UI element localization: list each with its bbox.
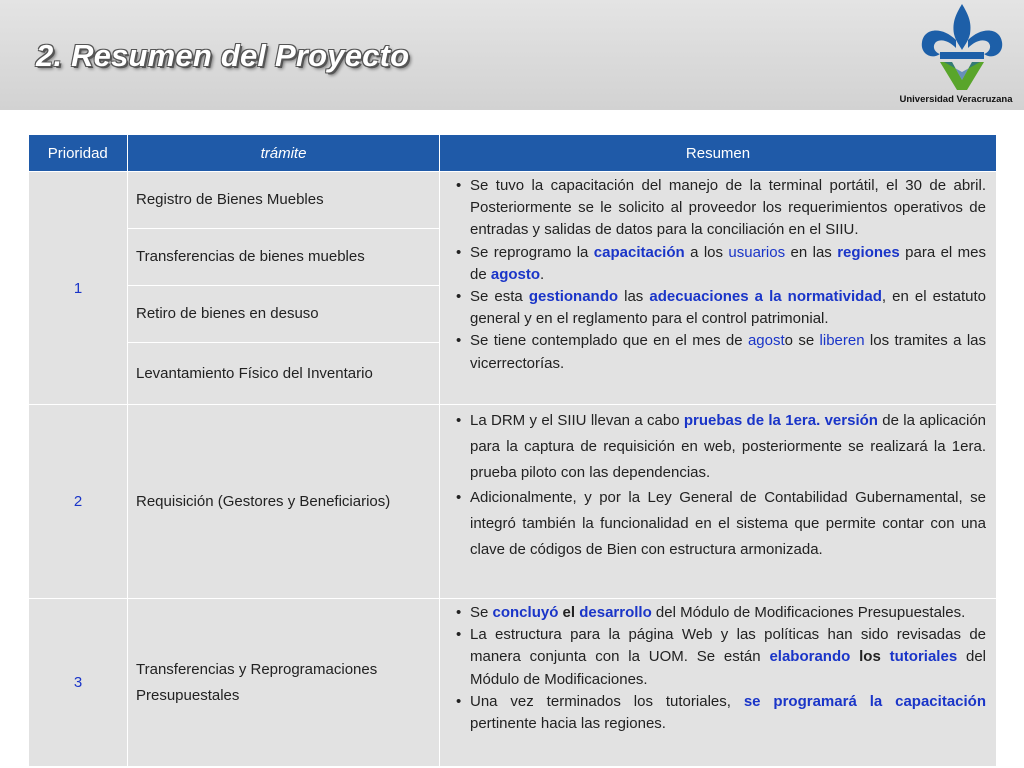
header-prioridad: Prioridad: [29, 135, 128, 172]
summary-bullet: • Se reprogramo la capacitación a los usuarios en las regiones para el mes de agosto.: [448, 242, 986, 286]
fleur-de-lis-icon: [912, 0, 1012, 94]
summary-bullet: • La DRM y el SIIU llevan a cabo pruebas de la 1era. versión de la aplicación para la captura de requisición en web, posteriormente se realizará la 1era. prueba piloto con las dependencias.: [448, 408, 986, 485]
tramite-cell: Transferencias de bienes muebles: [128, 229, 440, 286]
project-summary-table: [28, 135, 997, 767]
tramite-cell: Retiro de bienes en desuso: [128, 286, 440, 343]
priority-cell: 2: [29, 405, 128, 599]
tramite-cell: Transferencias y Reprogramaciones Presupuestales: [128, 599, 440, 767]
table-row: [29, 405, 997, 599]
summary-bullet: • Una vez terminados los tutoriales, se programará la capacitación pertinente hacia las regiones.: [448, 691, 986, 735]
header-tramite: trámite: [128, 135, 440, 172]
summary-bullet: • La estructura para la página Web y las políticas han sido revisadas de manera conjunta con la UOM. Se están elaborando los tutoriales del Módulo de Modificaciones.: [448, 624, 986, 691]
summary-bullet: • Se concluyó el desarrollo del Módulo de Modificaciones Presupuestales.: [448, 602, 986, 624]
summary-bullet: • Adicionalmente, y por la Ley General de Contabilidad Gubernamental, se integró también la funcionalidad en el sistema que permite contar con una clave de códigos de Bien con estructura armonizada.: [448, 485, 986, 562]
priority-cell: 3: [29, 599, 128, 767]
header-resumen: Resumen: [440, 135, 997, 172]
tramite-cell: Registro de Bienes Muebles: [128, 172, 440, 229]
summary-cell: [440, 172, 997, 405]
summary-cell: [440, 599, 997, 767]
logo-text: Universidad Veracruzana: [899, 94, 1013, 105]
tramite-cell: Requisición (Gestores y Beneficiarios): [128, 405, 440, 599]
tramite-cell: Levantamiento Físico del Inventario: [128, 343, 440, 405]
priority-cell: 1: [29, 172, 128, 405]
slide-title: 2. Resumen del Proyecto: [36, 38, 410, 73]
summary-cell: [440, 405, 997, 599]
table-header-row: [29, 135, 997, 172]
summary-bullet: • Se tiene contemplado que en el mes de agosto se liberen los tramites a las vicerrectorías.: [448, 330, 986, 374]
summary-bullet: • Se tuvo la capacitación del manejo de la terminal portátil, el 30 de abril. Posteriormente se le solicito al proveedor los requerimientos operativos de entradas y salidas de datos para la conciliación en el SIIU.: [448, 175, 986, 242]
table-row: [29, 172, 997, 229]
summary-bullet: • Se esta gestionando las adecuaciones a la normatividad, en el estatuto general y en el reglamento para el control patrimonial.: [448, 286, 986, 330]
table-row: [29, 599, 997, 767]
slide-header: [0, 0, 1024, 110]
